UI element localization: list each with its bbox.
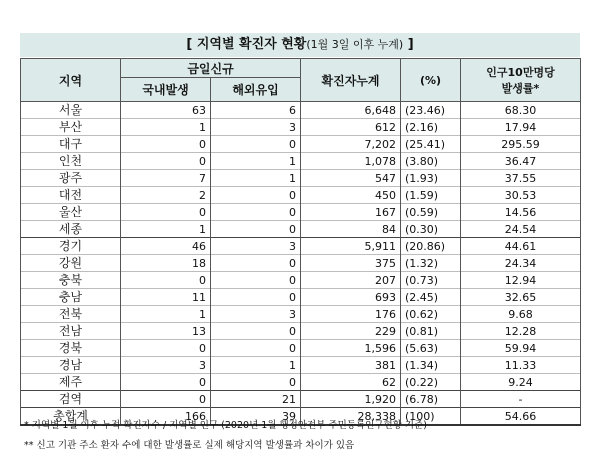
cell-rate: 59.94 bbox=[461, 340, 581, 357]
cell-cumulative: 7,202 bbox=[301, 136, 401, 153]
cell-domestic: 0 bbox=[121, 204, 211, 221]
cell-cumulative: 6,648 bbox=[301, 102, 401, 119]
cell-cumulative: 450 bbox=[301, 187, 401, 204]
cell-region: 총합계 bbox=[21, 408, 121, 426]
cell-overseas: 0 bbox=[211, 374, 301, 391]
cell-percent: (0.59) bbox=[401, 204, 461, 221]
cell-cumulative: 1,920 bbox=[301, 391, 401, 408]
cell-rate: 24.34 bbox=[461, 255, 581, 272]
table-row bbox=[21, 204, 581, 221]
table-row bbox=[21, 272, 581, 289]
table-row bbox=[21, 170, 581, 187]
cell-percent: (0.62) bbox=[401, 306, 461, 323]
cell-percent: (25.41) bbox=[401, 136, 461, 153]
cell-region: 부산 bbox=[21, 119, 121, 136]
cell-region: 대구 bbox=[21, 136, 121, 153]
cell-domestic: 2 bbox=[121, 187, 211, 204]
cell-domestic: 0 bbox=[121, 272, 211, 289]
title-sub: (1월 3일 이후 누계) bbox=[306, 38, 404, 51]
cell-domestic: 13 bbox=[121, 323, 211, 340]
cell-cumulative: 167 bbox=[301, 204, 401, 221]
cell-cumulative: 28,338 bbox=[301, 408, 401, 426]
table-row bbox=[21, 136, 581, 153]
table-row bbox=[21, 238, 581, 255]
cell-domestic: 0 bbox=[121, 136, 211, 153]
cell-rate: 12.94 bbox=[461, 272, 581, 289]
cell-rate: 36.47 bbox=[461, 153, 581, 170]
cell-domestic: 0 bbox=[121, 391, 211, 408]
cell-cumulative: 547 bbox=[301, 170, 401, 187]
header-region: 지역 bbox=[21, 59, 121, 102]
cell-domestic: 1 bbox=[121, 221, 211, 238]
cell-region: 전남 bbox=[21, 323, 121, 340]
cell-domestic: 166 bbox=[121, 408, 211, 426]
cell-cumulative: 176 bbox=[301, 306, 401, 323]
cell-region: 제주 bbox=[21, 374, 121, 391]
header-domestic: 국내발생 bbox=[121, 78, 211, 102]
header-overseas: 해외유입 bbox=[211, 78, 301, 102]
cell-percent: (1.93) bbox=[401, 170, 461, 187]
cell-percent: (20.86) bbox=[401, 238, 461, 255]
cell-cumulative: 229 bbox=[301, 323, 401, 340]
cell-rate: 295.59 bbox=[461, 136, 581, 153]
cell-rate: 30.53 bbox=[461, 187, 581, 204]
cell-domestic: 0 bbox=[121, 153, 211, 170]
cell-domestic: 1 bbox=[121, 306, 211, 323]
cell-rate: 37.55 bbox=[461, 170, 581, 187]
footnotes bbox=[24, 416, 584, 456]
cell-percent: (23.46) bbox=[401, 102, 461, 119]
cell-region: 광주 bbox=[21, 170, 121, 187]
cell-cumulative: 612 bbox=[301, 119, 401, 136]
cell-region: 대전 bbox=[21, 187, 121, 204]
cell-overseas: 3 bbox=[211, 119, 301, 136]
cell-rate: 11.33 bbox=[461, 357, 581, 374]
cell-region: 경남 bbox=[21, 357, 121, 374]
cell-cumulative: 375 bbox=[301, 255, 401, 272]
cell-region: 전북 bbox=[21, 306, 121, 323]
cell-domestic: 7 bbox=[121, 170, 211, 187]
table-title bbox=[20, 33, 580, 57]
table-row bbox=[21, 357, 581, 374]
cell-region: 울산 bbox=[21, 204, 121, 221]
cell-cumulative: 84 bbox=[301, 221, 401, 238]
cell-percent: (5.63) bbox=[401, 340, 461, 357]
cell-region: 충북 bbox=[21, 272, 121, 289]
table-row bbox=[21, 323, 581, 340]
cell-cumulative: 1,078 bbox=[301, 153, 401, 170]
cell-rate: - bbox=[461, 391, 581, 408]
cell-cumulative: 381 bbox=[301, 357, 401, 374]
cell-percent: (0.73) bbox=[401, 272, 461, 289]
cell-region: 충남 bbox=[21, 289, 121, 306]
cell-rate: 32.65 bbox=[461, 289, 581, 306]
cell-overseas: 3 bbox=[211, 306, 301, 323]
cell-overseas: 0 bbox=[211, 136, 301, 153]
cell-domestic: 11 bbox=[121, 289, 211, 306]
table-row bbox=[21, 102, 581, 119]
cell-rate: 24.54 bbox=[461, 221, 581, 238]
cell-rate: 12.28 bbox=[461, 323, 581, 340]
cell-overseas: 1 bbox=[211, 153, 301, 170]
cell-overseas: 0 bbox=[211, 255, 301, 272]
table-row bbox=[21, 221, 581, 238]
header-rate-line2: 발생률* bbox=[501, 82, 540, 95]
table-row bbox=[21, 153, 581, 170]
cell-percent: (100) bbox=[401, 408, 461, 426]
cell-domestic: 3 bbox=[121, 357, 211, 374]
cell-region: 세종 bbox=[21, 221, 121, 238]
cell-percent: (0.81) bbox=[401, 323, 461, 340]
header-today-new: 금일신규 bbox=[121, 59, 301, 78]
table-row bbox=[21, 119, 581, 136]
table-row bbox=[21, 391, 581, 408]
cell-percent: (3.80) bbox=[401, 153, 461, 170]
cell-rate: 9.68 bbox=[461, 306, 581, 323]
cell-overseas: 0 bbox=[211, 340, 301, 357]
cell-percent: (1.34) bbox=[401, 357, 461, 374]
cell-rate: 17.94 bbox=[461, 119, 581, 136]
cell-domestic: 63 bbox=[121, 102, 211, 119]
title-main: [ 지역별 확진자 현황 bbox=[186, 37, 307, 52]
cell-overseas: 1 bbox=[211, 357, 301, 374]
table-row bbox=[21, 289, 581, 306]
cell-cumulative: 1,596 bbox=[301, 340, 401, 357]
cell-overseas: 3 bbox=[211, 238, 301, 255]
cell-domestic: 46 bbox=[121, 238, 211, 255]
header-percent: (%) bbox=[401, 59, 461, 102]
cell-overseas: 0 bbox=[211, 272, 301, 289]
cell-cumulative: 62 bbox=[301, 374, 401, 391]
cell-percent: (6.78) bbox=[401, 391, 461, 408]
cell-overseas: 0 bbox=[211, 289, 301, 306]
cell-rate: 68.30 bbox=[461, 102, 581, 119]
table-row bbox=[21, 187, 581, 204]
cell-region: 강원 bbox=[21, 255, 121, 272]
header-cumulative: 확진자누계 bbox=[301, 59, 401, 102]
cell-overseas: 39 bbox=[211, 408, 301, 426]
cell-percent: (1.32) bbox=[401, 255, 461, 272]
cell-overseas: 0 bbox=[211, 323, 301, 340]
cell-region: 경기 bbox=[21, 238, 121, 255]
cell-percent: (2.16) bbox=[401, 119, 461, 136]
cell-overseas: 6 bbox=[211, 102, 301, 119]
cell-rate: 14.56 bbox=[461, 204, 581, 221]
cell-rate: 54.66 bbox=[461, 408, 581, 426]
header-rate bbox=[461, 59, 581, 102]
cell-region: 서울 bbox=[21, 102, 121, 119]
cell-overseas: 1 bbox=[211, 170, 301, 187]
cell-domestic: 18 bbox=[121, 255, 211, 272]
cell-percent: (1.59) bbox=[401, 187, 461, 204]
cell-rate: 44.61 bbox=[461, 238, 581, 255]
cell-percent: (0.22) bbox=[401, 374, 461, 391]
table-body bbox=[21, 102, 581, 426]
cell-overseas: 21 bbox=[211, 391, 301, 408]
header-rate-line1: 인구10만명당 bbox=[486, 66, 555, 79]
regional-cases-table bbox=[20, 58, 581, 426]
cell-overseas: 0 bbox=[211, 187, 301, 204]
cell-domestic: 0 bbox=[121, 374, 211, 391]
cell-percent: (0.30) bbox=[401, 221, 461, 238]
cell-region: 검역 bbox=[21, 391, 121, 408]
table-row bbox=[21, 374, 581, 391]
table-row bbox=[21, 255, 581, 272]
title-end: ] bbox=[403, 37, 414, 52]
cell-overseas: 0 bbox=[211, 221, 301, 238]
table-row bbox=[21, 306, 581, 323]
footnote-2: ** 신고 기관 주소 환자 수에 대한 발생률로 실제 해당지역 발생률과 차이가 있음 bbox=[24, 440, 355, 451]
footnote-1: * 지역별 1월 이후 누적 확진자수 / 지역별 인구 (2020년 1월 행정안전부 주민등록인구현황 기준) bbox=[24, 420, 427, 431]
cell-domestic: 1 bbox=[121, 119, 211, 136]
table-row bbox=[21, 340, 581, 357]
cell-cumulative: 207 bbox=[301, 272, 401, 289]
cell-cumulative: 5,911 bbox=[301, 238, 401, 255]
cell-cumulative: 693 bbox=[301, 289, 401, 306]
cell-overseas: 0 bbox=[211, 204, 301, 221]
cell-region: 인천 bbox=[21, 153, 121, 170]
cell-domestic: 0 bbox=[121, 340, 211, 357]
cell-region: 경북 bbox=[21, 340, 121, 357]
cell-percent: (2.45) bbox=[401, 289, 461, 306]
cell-rate: 9.24 bbox=[461, 374, 581, 391]
